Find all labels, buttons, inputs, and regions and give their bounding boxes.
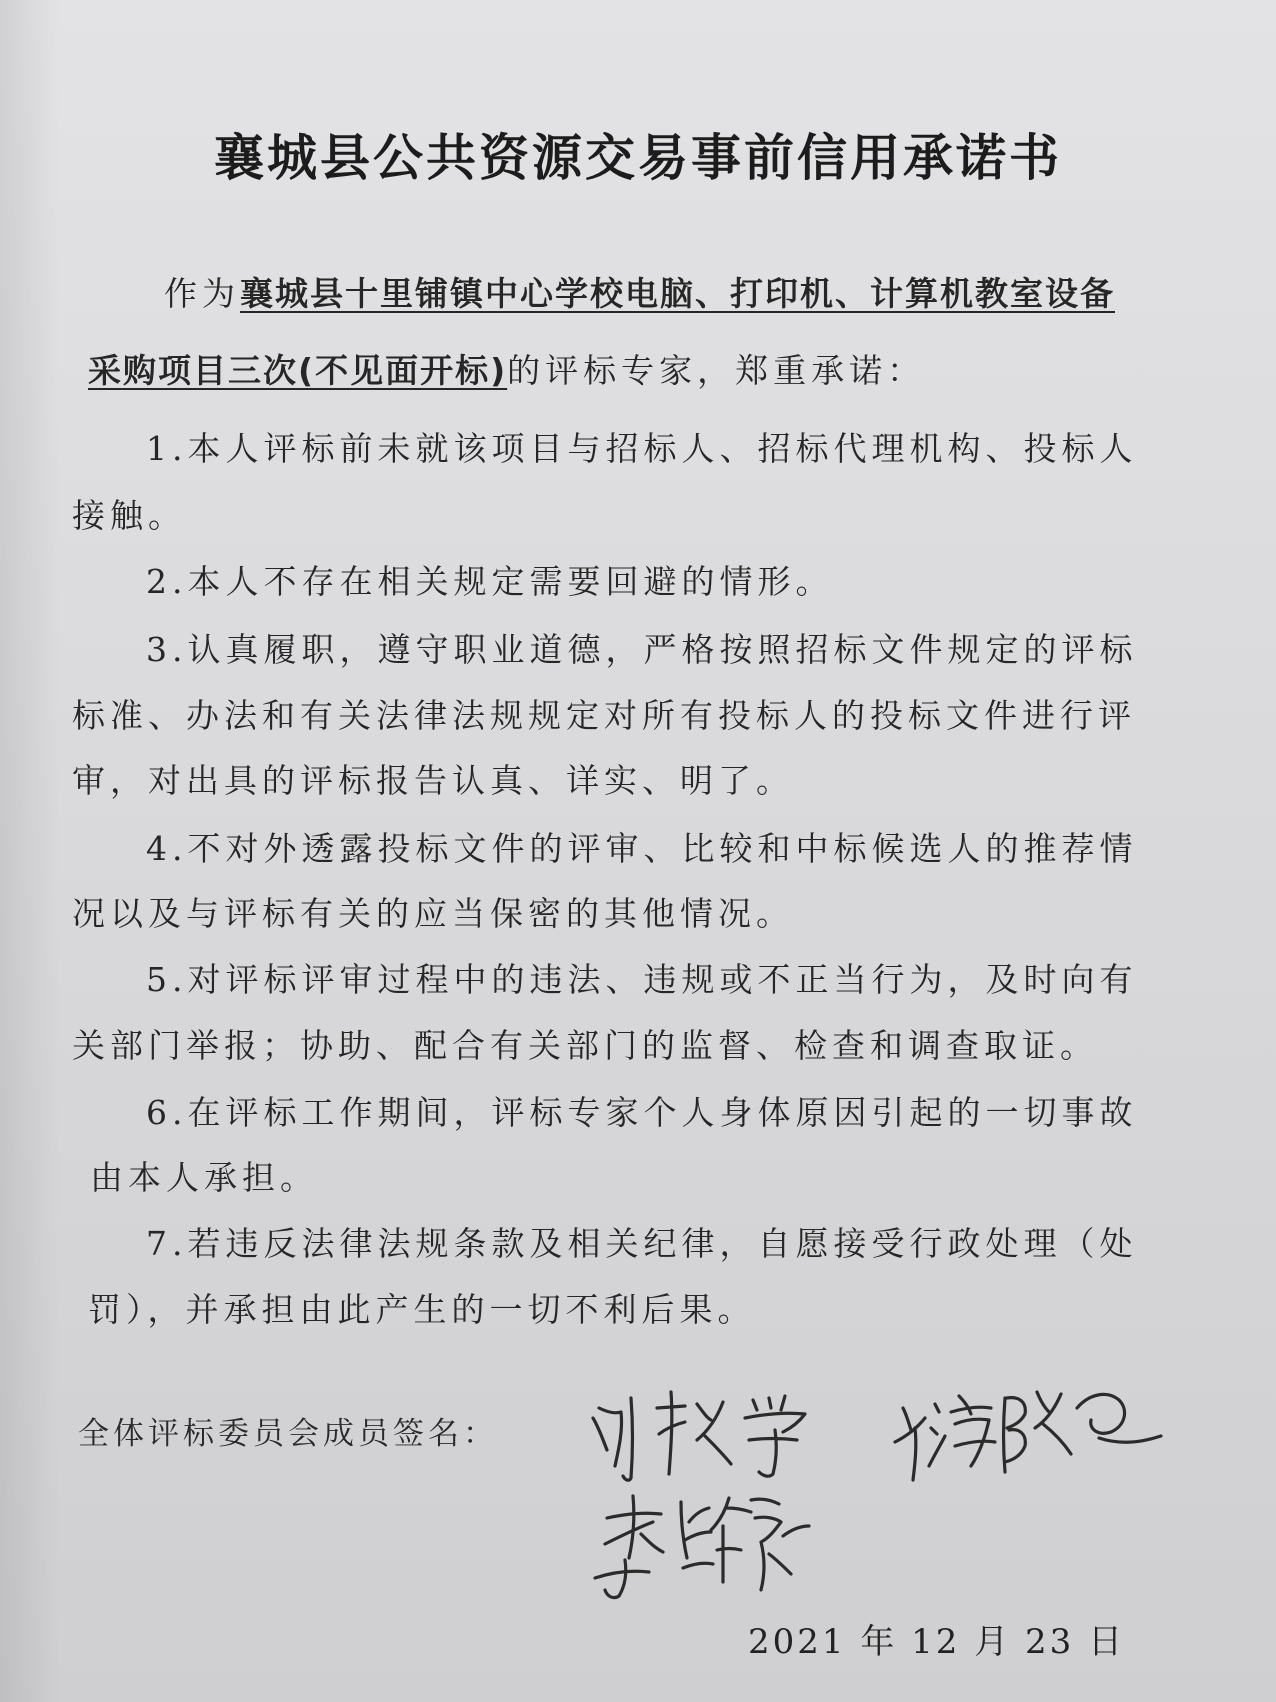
item-7-line-1: 7.若违反法律法规条款及相关纪律，自愿接受行政处理（处 — [146, 1224, 1138, 1263]
intro-line-2 — [88, 345, 925, 392]
item-1-line-2: 接触。 — [72, 496, 186, 535]
document-title: 襄城县公共资源交易事前信用承诺书 — [214, 129, 1062, 187]
item-1-line-1: 1.本人评标前未就该项目与招标人、招标代理机构、投标人 — [146, 429, 1138, 468]
handwritten-signature-2 — [885, 1368, 1175, 1488]
item-5-line-1: 5.对评标评审过程中的违法、违规或不正当行为，及时向有 — [146, 960, 1138, 999]
handwritten-signature-1 — [585, 1378, 835, 1488]
item-3-line-3: 审，对出具的评标报告认真、详实、明了。 — [72, 761, 794, 800]
intro-suffix: 的评标专家，郑重承诺： — [507, 351, 926, 390]
project-name-line-2: 采购项目三次(不见面开标) — [88, 351, 508, 390]
intro-prefix: 作为 — [164, 274, 240, 313]
item-6-line-2: 由本人承担。 — [90, 1158, 318, 1197]
item-5-line-2: 关部门举报；协助、配合有关部门的监督、检查和调查取证。 — [72, 1026, 1098, 1065]
item-2-line-1: 2.本人不存在相关规定需要回避的情形。 — [146, 562, 834, 601]
signature-label: 全体评标委员会成员签名： — [78, 1416, 498, 1452]
item-6-line-1: 6.在评标工作期间，评标专家个人身体原因引起的一切事故 — [146, 1093, 1138, 1132]
item-4-line-1: 4.不对外透露投标文件的评审、比较和中标候选人的推荐情 — [146, 829, 1138, 868]
handwritten-signature-3 — [585, 1478, 825, 1608]
item-3-line-1: 3.认真履职，遵守职业道德，严格按照招标文件规定的评标 — [146, 630, 1138, 669]
item-3-line-2: 标准、办法和有关法律法规规定对所有投标人的投标文件进行评 — [72, 696, 1136, 735]
item-4-line-2: 况以及与评标有关的应当保密的其他情况。 — [72, 894, 794, 933]
intro-line-1 — [164, 268, 1115, 315]
page-shadow — [0, 0, 60, 1702]
project-name-line-1: 襄城县十里铺镇中心学校电脑、打印机、计算机教室设备 — [240, 274, 1115, 313]
document-date: 2021 年 12 月 23 日 — [748, 1622, 1126, 1662]
item-7-line-2: 罚），并承担由此产生的一切不利后果。 — [88, 1290, 756, 1329]
